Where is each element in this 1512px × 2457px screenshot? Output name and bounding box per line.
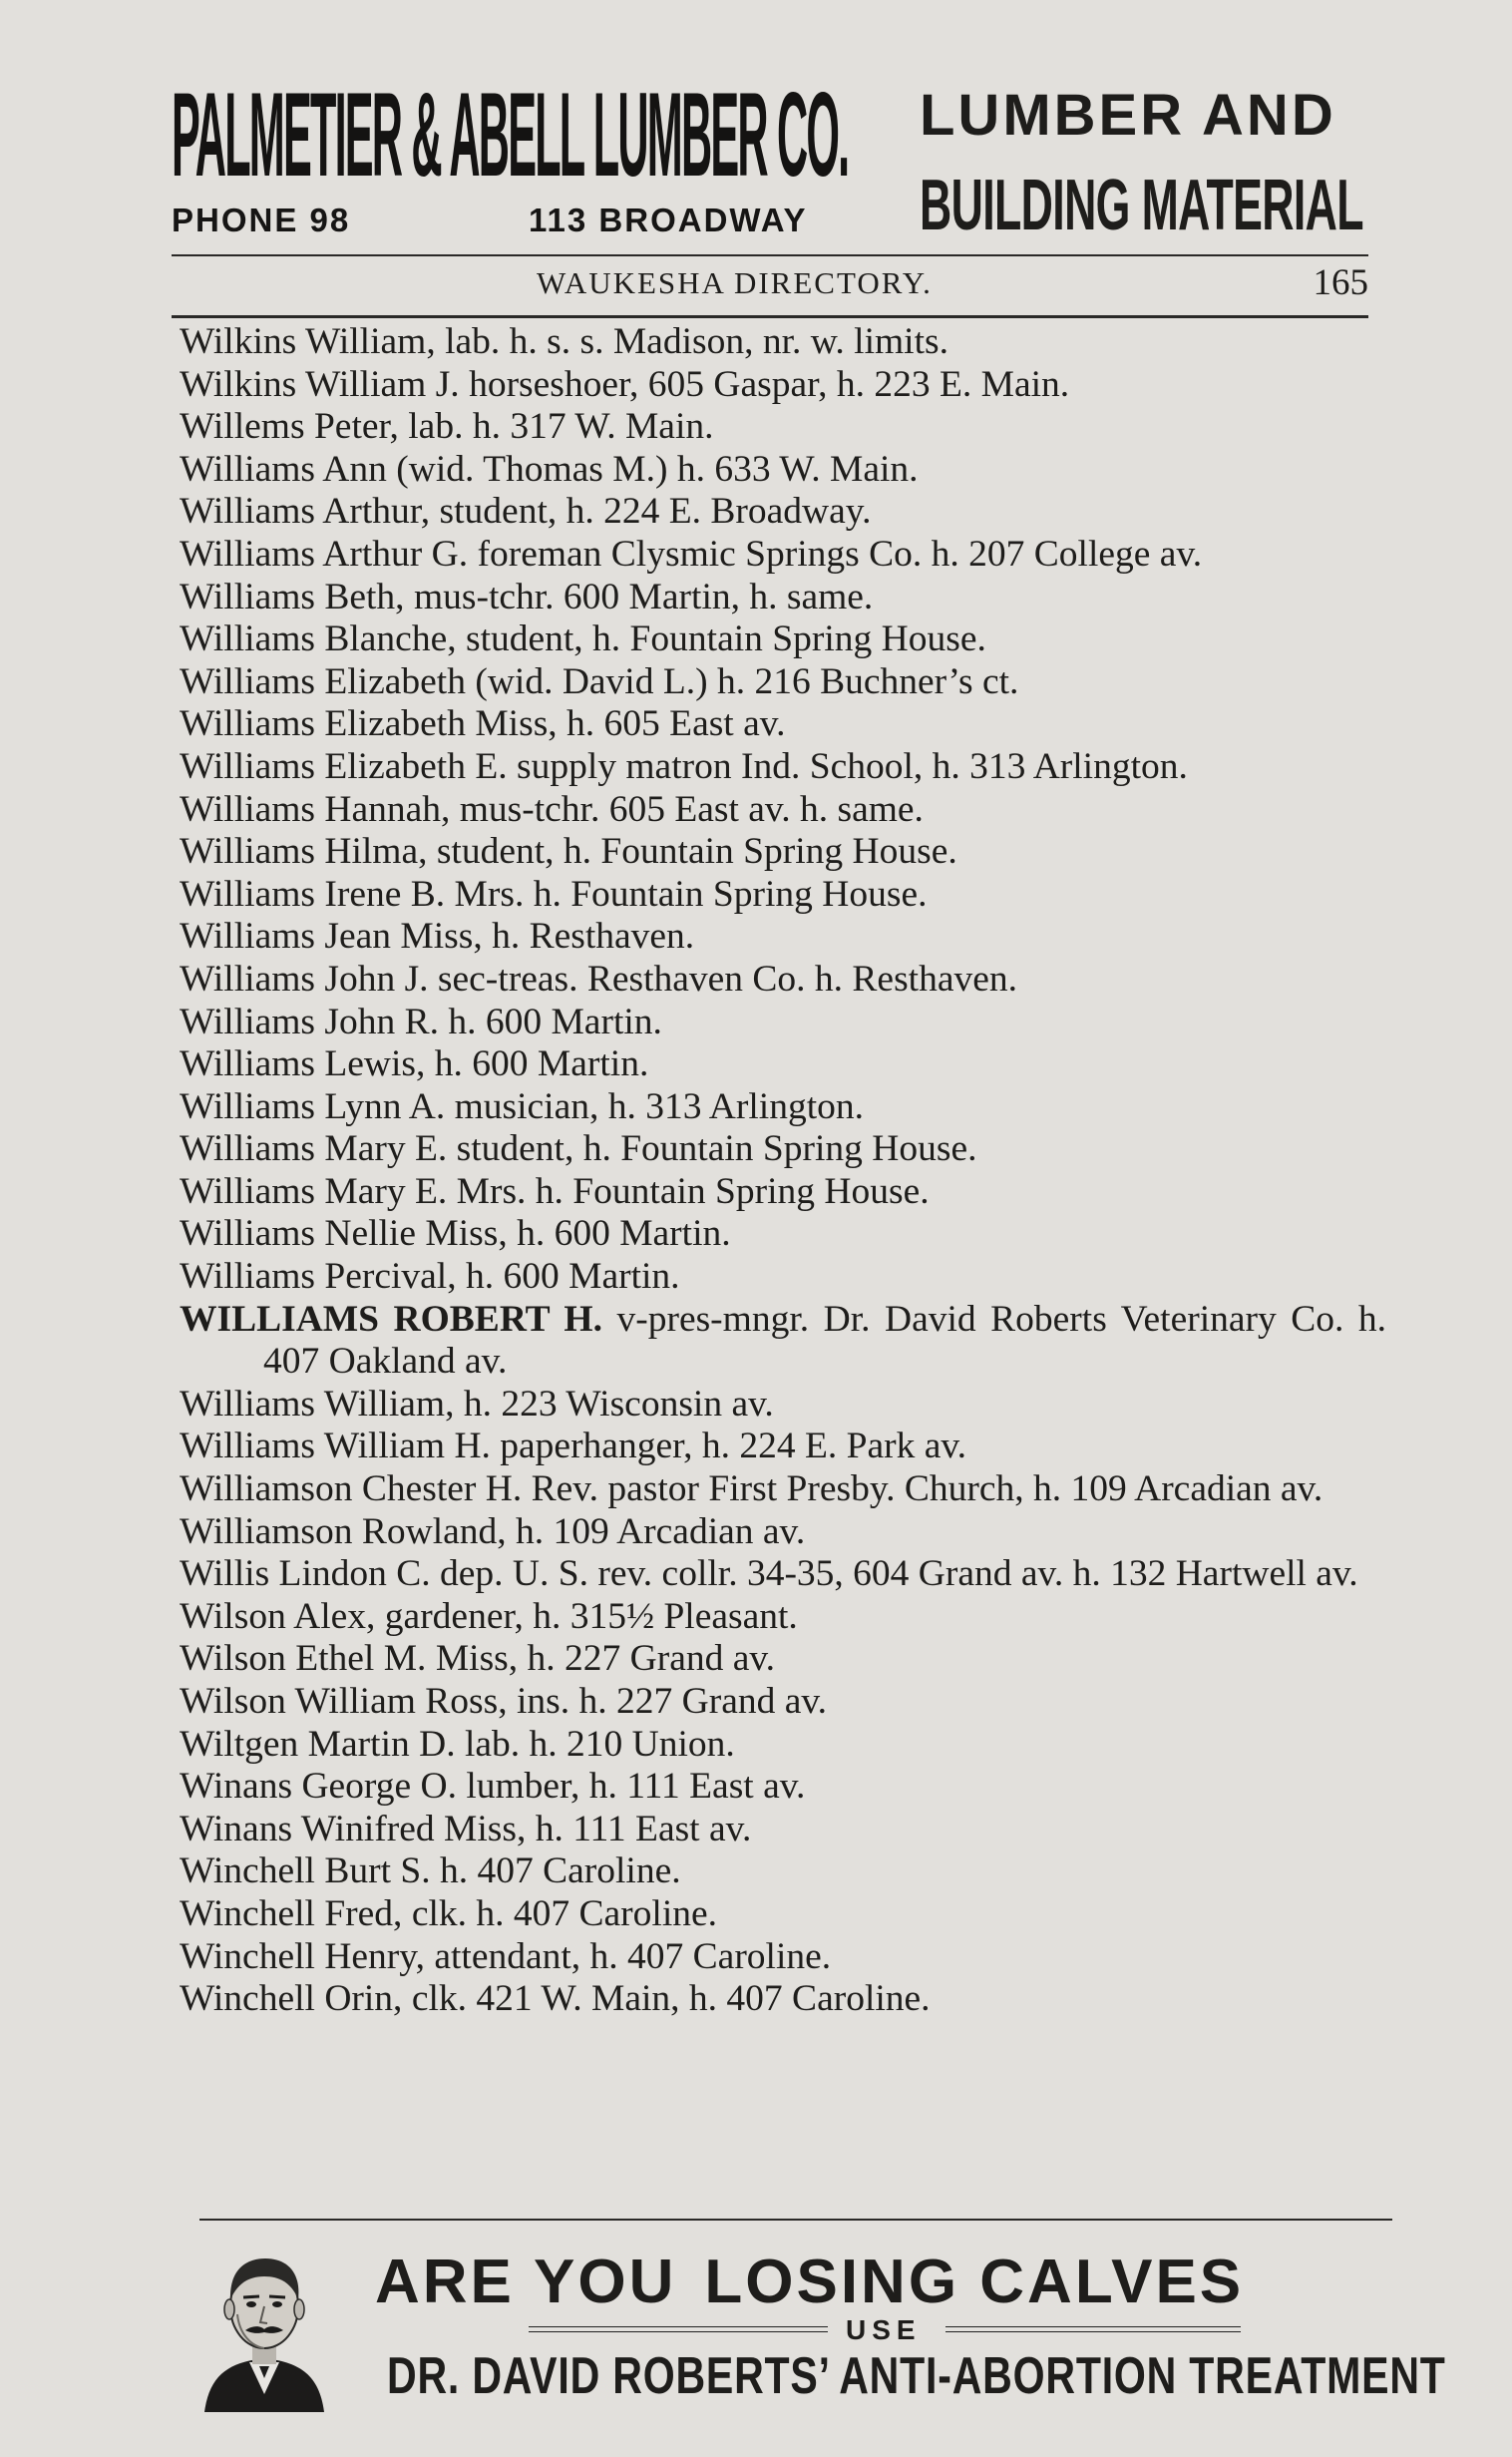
entry-surname: Wilson: [180, 1681, 286, 1722]
directory-entry: [180, 1213, 1386, 1256]
entry-given-name: Winifred: [300, 1808, 435, 1849]
ad-treatment-name: DR. DAVID ROBERTS’ ANTI-ABORTION TREATMENT: [387, 2347, 1446, 2405]
entry-details: h. 109 Arcadian av.: [516, 1510, 806, 1552]
entry-surname: Williams: [180, 1128, 315, 1170]
entry-surname: Williams: [180, 916, 315, 958]
entry-details: Miss, h. 605 East av.: [475, 703, 786, 745]
entry-surname: Winans: [180, 1766, 293, 1808]
entry-given-name: Elizabeth: [324, 703, 466, 745]
directory-entry: [180, 1809, 1386, 1851]
entry-details: v-pres-mngr. Dr. David Roberts Veterinary Co. h. 407 Oakland av.: [263, 1298, 1387, 1383]
ad-headline-part-2: LOSING CALVES: [704, 2248, 1245, 2316]
entry-given-name: William J.: [304, 363, 460, 405]
directory-entry: [180, 1468, 1386, 1511]
entry-surname: Wilson: [180, 1595, 286, 1637]
directory-entry: [180, 1002, 1386, 1044]
entry-given-name: Arthur G.: [322, 533, 469, 575]
directory-entry: [180, 1256, 1386, 1299]
entry-given-name: Beth,: [324, 576, 405, 617]
entry-details: musician, h. 313 Arlington.: [454, 1085, 864, 1127]
use-divider: [529, 2316, 1243, 2346]
entry-details: lab. h. s. s. Madison, nr. w. limits.: [445, 321, 948, 362]
company-name: PALMETIER & ABELL LUMBER CO.: [172, 68, 849, 202]
entry-details: paperhanger, h. 224 E. Park av.: [500, 1426, 967, 1467]
entry-given-name: Ethel M.: [295, 1638, 427, 1680]
directory-entry: [180, 1299, 1386, 1384]
directory-entry: [180, 491, 1386, 534]
running-title: WAUKESHA DIRECTORY.: [537, 265, 933, 300]
entry-given-name: Irene B.: [324, 873, 446, 915]
directory-entry: [180, 1638, 1386, 1681]
bottom-advertisement: [199, 2217, 1446, 2416]
directory-entry: [180, 534, 1386, 577]
entry-details: Miss, h. 227 Grand av.: [435, 1638, 776, 1680]
entry-given-name: Lynn A.: [324, 1085, 446, 1127]
directory-entry: [180, 449, 1386, 492]
entry-surname: Wilkins: [180, 363, 297, 405]
entry-surname: Winchell: [180, 1935, 315, 1977]
entry-details: clk. 421 W. Main, h. 407 Caroline.: [411, 1978, 931, 2020]
entry-details: h. 223 Wisconsin av.: [463, 1383, 774, 1425]
entry-details: lab. h. 317 W. Main.: [408, 406, 714, 448]
entry-surname: Williams: [180, 1043, 315, 1085]
entry-details: Miss, h. Resthaven.: [400, 916, 695, 958]
entry-given-name: Burt S.: [324, 1850, 431, 1892]
ad-headline: [375, 2247, 1244, 2317]
entry-surname: Willis: [180, 1553, 270, 1595]
entry-details: clk. h. 407 Caroline.: [411, 1892, 718, 1934]
entry-details: Miss, h. 111 East av.: [444, 1808, 752, 1849]
directory-entry: [180, 364, 1386, 407]
entry-surname: Williams: [180, 703, 315, 745]
entry-given-name: William,: [304, 321, 436, 362]
entry-given-name: Jean: [324, 916, 391, 958]
directory-entry: [180, 916, 1386, 959]
entry-surname: Williams: [180, 1170, 315, 1212]
entry-given-name: ROBERT H.: [393, 1298, 602, 1340]
entry-given-name: Mary E.: [324, 1128, 448, 1170]
entry-given-name: Ann: [322, 448, 387, 490]
entry-details: h. 600 Martin.: [448, 1001, 662, 1042]
directory-entry: [180, 1724, 1386, 1767]
directory-entry: [180, 577, 1386, 619]
directory-entry: [180, 959, 1386, 1002]
directory-entry: [180, 1936, 1386, 1979]
entry-details: gardener, h. 315½ Pleasant.: [384, 1595, 798, 1637]
entry-details: foreman Clysmic Springs Co. h. 207 College av.: [477, 533, 1203, 575]
entry-details: mus-tchr. 605 East av. h. same.: [459, 788, 924, 830]
entry-surname: Williams: [180, 958, 315, 1000]
entry-details: lab. h. 210 Union.: [464, 1723, 735, 1765]
top-advertisement: [172, 68, 1366, 245]
directory-entry: [180, 1086, 1386, 1129]
entry-given-name: Chester H.: [361, 1468, 523, 1510]
entry-details: student, h. Fountain Spring House.: [436, 831, 957, 873]
entry-surname: Williams: [180, 788, 315, 830]
entry-surname: Wiltgen: [180, 1723, 299, 1765]
entry-surname: WILLIAMS: [180, 1298, 380, 1340]
entry-details: h. 407 Caroline.: [439, 1850, 681, 1892]
entry-given-name: Henry,: [324, 1935, 425, 1977]
entry-surname: Williams: [180, 533, 315, 575]
directory-entry: [180, 746, 1386, 789]
entry-surname: Williams: [180, 1256, 315, 1298]
entry-given-name: Nellie: [324, 1213, 416, 1255]
directory-entry: [180, 703, 1386, 746]
entry-surname: Williams: [180, 660, 315, 702]
entry-surname: Williams: [180, 448, 315, 490]
entry-surname: Wilson: [180, 1638, 286, 1680]
entry-given-name: Lindon C.: [278, 1553, 431, 1595]
entry-surname: Williamson: [180, 1510, 353, 1552]
directory-entry: [180, 618, 1386, 661]
entry-surname: Williams: [180, 1426, 315, 1467]
directory-entry: [180, 874, 1386, 917]
entry-surname: Williams: [180, 1001, 315, 1042]
entry-details: Rev. pastor First Presby. Church, h. 109 Arcadian av.: [531, 1468, 1323, 1510]
entry-surname: Williams: [180, 745, 315, 787]
entry-given-name: William,: [323, 1383, 455, 1425]
entry-details: student, h. Fountain Spring House.: [456, 1128, 977, 1170]
entry-surname: Wilkins: [180, 321, 297, 362]
entry-surname: Winchell: [180, 1850, 315, 1892]
company-phone: PHONE 98: [172, 202, 351, 238]
directory-entry: [180, 1978, 1386, 2021]
entry-details: Mrs. h. Fountain Spring House.: [456, 1170, 930, 1212]
portrait-illustration: [199, 2245, 329, 2414]
use-divider-right-line: [945, 2326, 1241, 2332]
directory-entry: [180, 1681, 1386, 1724]
ad-tagline-building-material: BUILDING MATERIAL: [920, 166, 1363, 245]
entry-details: horseshoer, 605 Gaspar, h. 223 E. Main.: [469, 363, 1070, 405]
directory-entry: [180, 831, 1386, 874]
directory-entry: [180, 789, 1386, 832]
use-divider-left-line: [529, 2326, 828, 2332]
top-ad-rule: [172, 254, 1368, 256]
directory-entry: [180, 1384, 1386, 1427]
entry-details: student, h. Fountain Spring House.: [465, 618, 986, 660]
entry-surname: Winchell: [180, 1892, 315, 1934]
ad-headline-part-1: ARE YOU: [375, 2248, 677, 2316]
entry-given-name: Hilma,: [324, 831, 428, 873]
entry-given-name: Lewis,: [324, 1043, 426, 1085]
entry-details: attendant, h. 407 Caroline.: [434, 1935, 832, 1977]
entry-given-name: Fred,: [324, 1892, 403, 1934]
entry-given-name: Elizabeth: [324, 660, 466, 702]
entry-surname: Williamson: [180, 1468, 353, 1510]
entry-surname: Williams: [180, 1213, 315, 1255]
directory-entry: [180, 1850, 1386, 1893]
directory-entry: [180, 661, 1386, 704]
directory-entry: [180, 1043, 1386, 1086]
entry-details: (wid. Thomas M.) h. 633 W. Main.: [396, 448, 919, 490]
entry-given-name: William H.: [323, 1426, 491, 1467]
entry-given-name: Arthur,: [322, 491, 431, 533]
entry-details: h. 600 Martin.: [465, 1256, 680, 1298]
entry-given-name: Blanche,: [324, 618, 457, 660]
page-number: 165: [1313, 262, 1368, 303]
entry-details: supply matron Ind. School, h. 313 Arlington.: [517, 745, 1188, 787]
entry-details: Mrs. h. Fountain Spring House.: [454, 873, 928, 915]
directory-entry: [180, 1171, 1386, 1214]
entry-surname: Winchell: [180, 1978, 315, 2020]
entry-details: mus-tchr. 600 Martin, h. same.: [413, 576, 874, 617]
directory-entry: [180, 406, 1386, 449]
directory-entry: [180, 1596, 1386, 1639]
entry-surname: Williams: [180, 831, 315, 873]
entry-given-name: Hannah,: [324, 788, 451, 830]
entry-given-name: Peter,: [313, 406, 399, 448]
header-rule: [172, 315, 1368, 318]
entry-given-name: John J.: [324, 958, 429, 1000]
directory-entry: [180, 1128, 1386, 1171]
company-address: 113 BROADWAY: [529, 202, 808, 238]
ad-tagline-lumber: LUMBER AND: [920, 83, 1336, 148]
directory-entry: [180, 1766, 1386, 1809]
entry-surname: Williams: [180, 491, 315, 533]
entry-given-name: John R.: [324, 1001, 439, 1042]
entry-surname: Williams: [180, 873, 315, 915]
entry-given-name: Elizabeth E.: [324, 745, 508, 787]
directory-entry: [180, 1553, 1386, 1596]
entry-details: Miss, h. 600 Martin.: [425, 1213, 731, 1255]
entry-given-name: Martin D.: [307, 1723, 456, 1765]
entry-given-name: George O.: [301, 1766, 457, 1808]
entry-given-name: Rowland,: [361, 1510, 507, 1552]
entry-details: lumber, h. 111 East av.: [466, 1766, 806, 1808]
directory-entry: [180, 321, 1386, 364]
entry-surname: Williams: [180, 1383, 315, 1425]
entry-given-name: Orin,: [324, 1978, 403, 2020]
directory-entry: [180, 1893, 1386, 1936]
entry-details: h. 600 Martin.: [434, 1043, 649, 1085]
entry-surname: Willems: [180, 406, 305, 448]
directory-entry: [180, 1511, 1386, 1554]
entry-given-name: Percival,: [324, 1256, 457, 1298]
entry-surname: Williams: [180, 576, 315, 617]
entry-details: student, h. 224 E. Broadway.: [439, 491, 872, 533]
entry-given-name: Mary E.: [324, 1170, 448, 1212]
entry-given-name: Alex,: [293, 1595, 376, 1637]
entry-surname: Winans: [180, 1808, 293, 1849]
entry-given-name: William Ross,: [294, 1681, 508, 1722]
directory-entry: [180, 1426, 1386, 1468]
entry-details: ins. h. 227 Grand av.: [517, 1681, 828, 1722]
use-label: USE: [846, 2314, 922, 2345]
directory-entries: [180, 321, 1386, 2021]
entry-details: dep. U. S. rev. collr. 34-35, 604 Grand av. h. 132 Hartwell av.: [440, 1553, 1358, 1595]
entry-details: (wid. David L.) h. 216 Buchner’s ct.: [475, 660, 1019, 702]
entry-details: sec-treas. Resthaven Co. h. Resthaven.: [437, 958, 1018, 1000]
entry-surname: Williams: [180, 618, 315, 660]
entry-surname: Williams: [180, 1085, 315, 1127]
